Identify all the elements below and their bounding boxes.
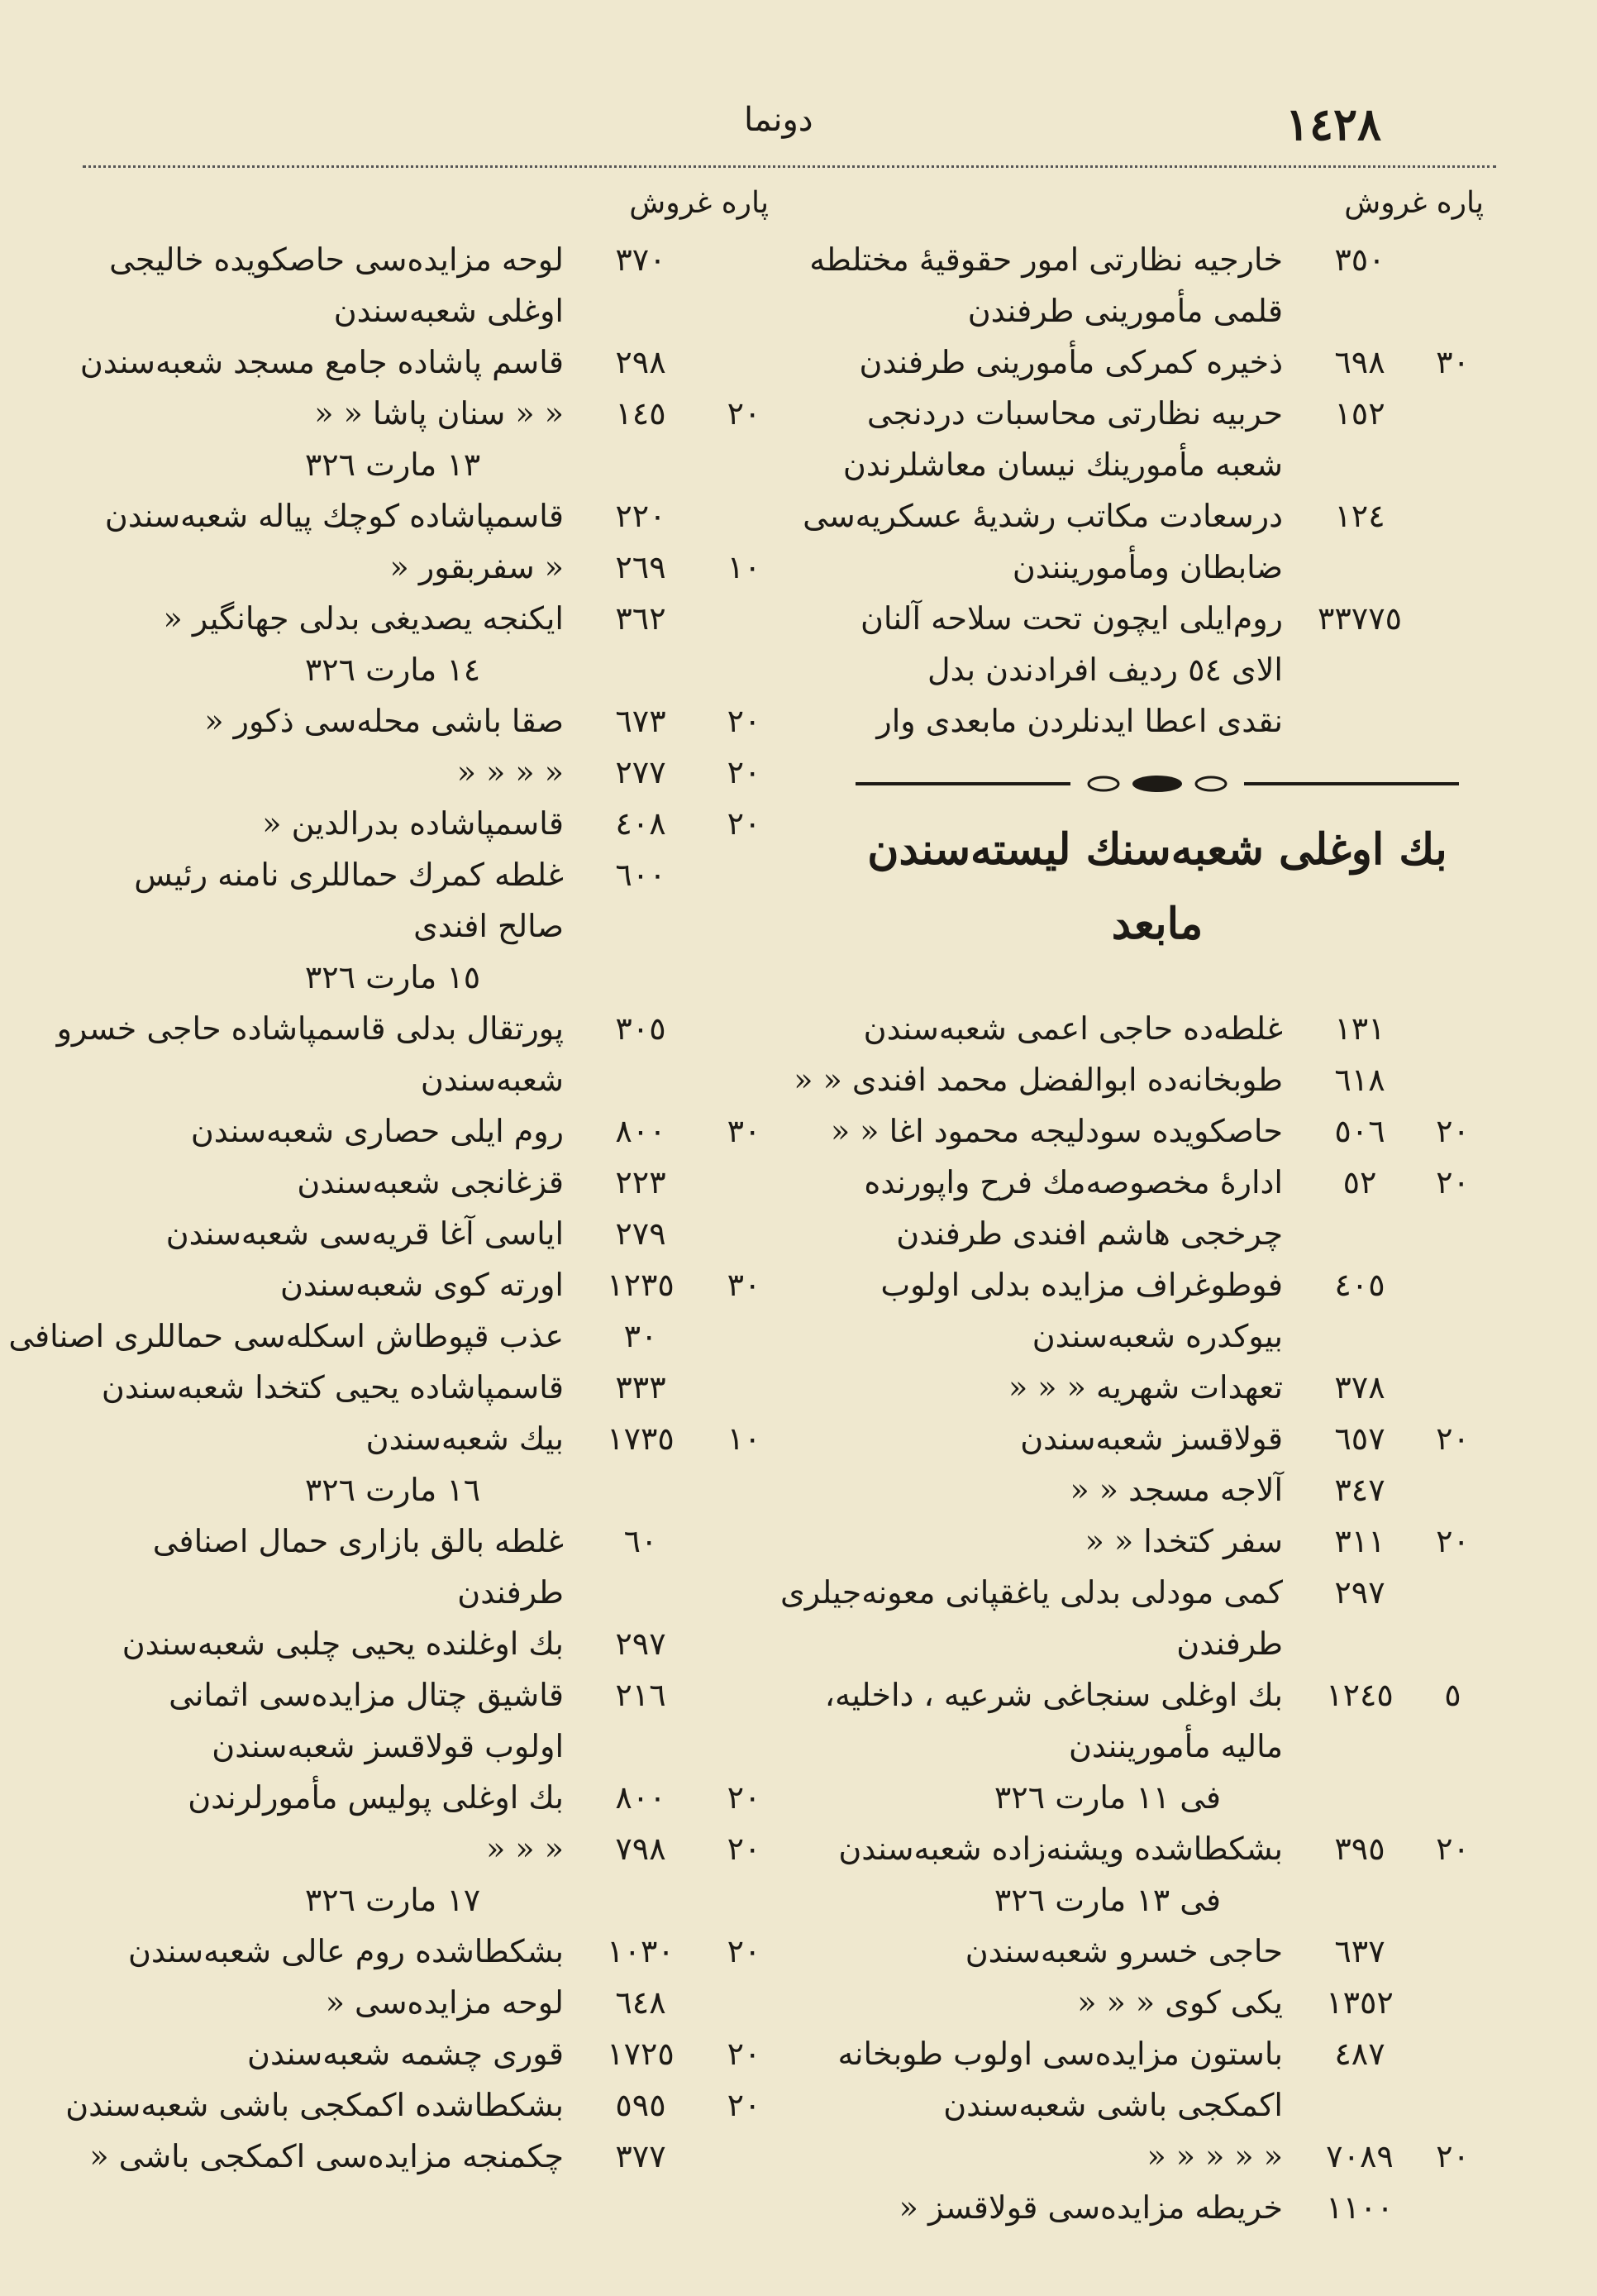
ghurush-amount: ٣٧٨ xyxy=(1334,1369,1385,1406)
entry-description xyxy=(99,2028,579,2079)
ghurush-amount: ١٣٥٢ xyxy=(1326,1984,1394,2021)
description-line: خارجیه نظارتی امور حقوقیهٔ مختلطه xyxy=(809,241,1283,278)
entry-description xyxy=(99,1772,579,1823)
ledger-entry xyxy=(831,1464,1484,1516)
ghurush-amount: ٣٧٧ xyxy=(615,2138,666,2174)
description-line: قوری چشمه شعبه‌سندن xyxy=(247,2036,564,2072)
section-heading: بك اوغلی شعبه‌سنك لیسته‌سندن مابعد xyxy=(867,824,1447,949)
ghurush-amount: ٦٤٨ xyxy=(615,1984,666,2021)
ghurush-amount: ٣٤٧ xyxy=(1334,1472,1385,1508)
description-line: روم‌ایلی ایچون تحت سلاحه آلنان xyxy=(860,600,1283,637)
entry-description xyxy=(794,1054,1298,1105)
para-amount: ٢٠ xyxy=(1436,1523,1470,1559)
para-amount xyxy=(703,337,785,388)
description-line: قلمی مأمورینی طرفندن xyxy=(967,293,1283,329)
ghurush-amount: ١٤٥ xyxy=(615,395,666,432)
description-line: « « « « « xyxy=(1147,2138,1283,2174)
ledger-entry xyxy=(99,2028,785,2079)
description-line: درسعادت مکاتب رشدیهٔ عسکریه‌سی xyxy=(803,498,1283,534)
description-line: باستون مزایده‌سی اولوب طوبخانه xyxy=(837,2036,1283,2072)
description-line: « سفربقور « xyxy=(389,549,564,585)
ghurush-amount: ١٠٣٠ xyxy=(607,1933,675,1969)
entry-description xyxy=(99,1259,579,1310)
left-column xyxy=(8,186,785,2182)
ornament-icon xyxy=(831,763,1484,804)
description-line: لوحه مزایده‌سی حاصکویده خالیجی xyxy=(109,241,564,278)
ledger-entry xyxy=(99,1157,785,1208)
entry-description xyxy=(831,593,1298,747)
entry-description xyxy=(831,2182,1298,2233)
ledger-entry xyxy=(831,2182,1484,2233)
ghurush-amount: ٦٠ xyxy=(623,1523,658,1559)
description-line: « « « « xyxy=(456,754,564,790)
para-amount xyxy=(703,2131,785,2182)
ghurush-amount: ٢٧٧ xyxy=(615,754,666,790)
description-line: حاجی خسرو شعبه‌سندن xyxy=(965,1933,1283,1969)
ledger-entry xyxy=(803,490,1484,593)
page-number: ١٤٢٨ xyxy=(1285,98,1382,150)
date-line: فی ١٣ مارت ٣٢٦ xyxy=(994,1882,1222,1918)
page-header xyxy=(0,98,1597,164)
ghurush-amount: ٢٩٨ xyxy=(615,344,666,380)
ledger-entry xyxy=(99,1977,785,2028)
ghurush-amount: ١٢٤ xyxy=(1334,498,1385,534)
ghurush-amount: ٢٢٣ xyxy=(615,1164,666,1201)
para-amount xyxy=(1422,490,1484,593)
description-line: قاشیق چتال مزایده‌سی اثمانی xyxy=(169,1677,564,1713)
ghurush-amount: ٥٢ xyxy=(1342,1164,1377,1201)
ledger-entry xyxy=(831,1516,1484,1567)
description-line: خریطه مزایده‌سی قولاقسز « xyxy=(899,2189,1283,2226)
entry-description xyxy=(65,2079,579,2131)
para-amount xyxy=(1422,1926,1484,1977)
ghurush-amount: ١١٠٠ xyxy=(1326,2189,1394,2226)
description-line: لوحه مزایده‌سی « xyxy=(325,1984,564,2021)
para-amount xyxy=(703,1669,785,1772)
para-amount: ٢٠ xyxy=(727,1779,761,1816)
ledger-entry xyxy=(99,593,785,644)
para-amount xyxy=(1422,1054,1484,1105)
para-amount: ٣٠ xyxy=(727,1113,761,1149)
ledger-entry xyxy=(99,1105,785,1157)
description-line: الای ٥٤ ردیف افرادندن بدل xyxy=(927,652,1283,688)
entry-description xyxy=(831,388,1298,490)
description-line: غلطه کمرك حماللری نامنه رئیس xyxy=(134,857,564,893)
para-amount xyxy=(703,1157,785,1208)
ghurush-amount: ٣٥٠ xyxy=(1334,241,1385,278)
description-line: غلطه‌ده حاجی اعمی شعبه‌سندن xyxy=(863,1010,1283,1047)
description-line: صقا باشی محله‌سی ذکور « xyxy=(204,703,564,739)
description-line: حاصکویده سودلیجه محمود اغا « « xyxy=(830,1113,1283,1149)
header-rule xyxy=(83,165,1496,168)
entry-description xyxy=(99,234,579,337)
ghurush-amount: ٢٩٧ xyxy=(1334,1574,1385,1611)
description-line: حربیه نظارتی محاسبات دردنجی xyxy=(866,395,1283,432)
para-amount: ٢٠ xyxy=(727,395,761,432)
entry-description xyxy=(8,1310,579,1362)
description-line: بك اوغلی پولیس مأمورلرندن xyxy=(188,1779,564,1816)
date-line: ١٤ مارت ٣٢٦ xyxy=(304,652,481,688)
ledger-entry xyxy=(831,1003,1484,1054)
description-line: بشکطاشده ویشنه‌زاده شعبه‌سندن xyxy=(838,1831,1283,1867)
para-amount xyxy=(703,593,785,644)
para-amount xyxy=(703,849,785,952)
left-entries xyxy=(8,234,785,2182)
entry-description xyxy=(99,1926,579,1977)
ghurush-amount: ٣٣٧٧٥ xyxy=(1317,600,1403,637)
entry-description xyxy=(831,1464,1298,1516)
ghurush-amount: ٢١٦ xyxy=(615,1677,666,1713)
para-amount xyxy=(703,1362,785,1413)
entry-description xyxy=(99,798,579,849)
ledger-entry xyxy=(824,1669,1484,1772)
para-amount xyxy=(1422,1464,1484,1516)
entry-description xyxy=(99,1208,579,1259)
para-amount xyxy=(703,234,785,337)
para-amount: ٢٠ xyxy=(1436,1164,1470,1201)
para-amount: ٥ xyxy=(1444,1677,1461,1713)
entry-description xyxy=(99,695,579,747)
ledger-entry xyxy=(99,1823,785,1874)
description-line: ایکنجه یصدیغی بدلی جهانگیر « xyxy=(163,600,564,637)
entry-description xyxy=(831,1926,1298,1977)
ledger-entry xyxy=(99,1926,785,1977)
ghurush-amount: ٨٠٠ xyxy=(615,1113,666,1149)
description-line: قاسم پاشاده جامع مسجد شعبه‌سندن xyxy=(79,344,564,380)
entry-description xyxy=(831,2028,1298,2131)
description-line: ضابطان ومأمورینندن xyxy=(1012,549,1283,585)
description-line: اکمکجی باشی شعبه‌سندن xyxy=(943,2087,1283,2123)
entry-description xyxy=(831,1516,1298,1567)
ledger-entry xyxy=(831,1926,1484,1977)
ghurush-amount: ٧٩٨ xyxy=(615,1831,666,1867)
description-line: اورته کوی شعبه‌سندن xyxy=(279,1267,564,1303)
description-line: ادارهٔ مخصوصه‌مك فرح واپورنده xyxy=(864,1164,1283,1201)
para-amount xyxy=(1422,2028,1484,2131)
ledger-entry xyxy=(99,1618,785,1669)
ledger-entry xyxy=(794,1054,1484,1105)
entry-description xyxy=(831,337,1298,388)
para-amount: ٣٠ xyxy=(727,1267,761,1303)
ledger-entry xyxy=(99,388,785,439)
ghurush-amount: ١٢٤٥ xyxy=(1326,1677,1394,1713)
ghurush-amount: ٧٠٨٩ xyxy=(1326,2138,1394,2174)
ledger-entry xyxy=(831,1362,1484,1413)
para-amount: ٢٠ xyxy=(727,703,761,739)
description-line: سفر کتخدا « « xyxy=(1085,1523,1283,1559)
ghurush-amount: ٦٩٨ xyxy=(1334,344,1385,380)
entry-description xyxy=(99,849,579,952)
para-amount: ١٠ xyxy=(727,549,761,585)
ledger-entry xyxy=(99,1259,785,1310)
description-line: اوغلی شعبه‌سندن xyxy=(333,293,564,329)
ledger-entry xyxy=(831,1823,1484,1874)
entry-description xyxy=(99,388,579,439)
entry-description xyxy=(831,1977,1298,2028)
description-line: تعهدات شهریه « « « xyxy=(1008,1369,1283,1406)
ghurush-amount: ٤٠٨ xyxy=(615,805,666,842)
ledger-entry xyxy=(89,2131,785,2182)
ledger-entry xyxy=(831,337,1484,388)
ledger-entry xyxy=(99,542,785,593)
ledger-entry xyxy=(99,1516,785,1618)
description-line: قزغانجی شعبه‌سندن xyxy=(297,1164,564,1201)
entry-description xyxy=(99,1618,579,1669)
description-line: « « « xyxy=(486,1831,564,1867)
entry-description xyxy=(780,1567,1298,1669)
entry-description xyxy=(99,1977,579,2028)
entry-description xyxy=(831,1003,1298,1054)
entry-description xyxy=(80,337,579,388)
ghurush-amount: ١٢٣٥ xyxy=(607,1267,675,1303)
ledger-entry xyxy=(99,849,785,952)
description-line: فوطوغراف مزایده بدلی اولوب xyxy=(880,1267,1283,1303)
para-amount: ٢٠ xyxy=(727,805,761,842)
para-amount xyxy=(703,1618,785,1669)
description-line: طرفندن xyxy=(1176,1625,1283,1662)
ledger-entry xyxy=(831,593,1484,747)
description-line: بشکطاشده اکمکجی باشی شعبه‌سندن xyxy=(65,2087,564,2123)
entry-description xyxy=(831,1823,1298,1874)
description-line: یکی کوی « « « xyxy=(1077,1984,1283,2021)
description-line: مالیه مأمورینندن xyxy=(1068,1728,1283,1764)
description-line: اولوب قولاقسز شعبه‌سندن xyxy=(212,1728,564,1764)
description-line: بك اوغلنده یحیی چلبی شعبه‌سندن xyxy=(122,1625,564,1662)
ghurush-amount: ١٥٢ xyxy=(1334,395,1385,432)
ghurush-amount: ٦١٨ xyxy=(1334,1062,1385,1098)
ghurush-amount: ٢٩٧ xyxy=(615,1625,666,1662)
ghurush-amount: ٥٠٦ xyxy=(1334,1113,1385,1149)
ghurush-amount: ٢٧٩ xyxy=(615,1215,666,1252)
description-line: طرفندن xyxy=(457,1574,564,1611)
description-line: غلطه بالق بازاری حمال اصنافی xyxy=(152,1523,564,1559)
ledger-entry xyxy=(79,337,785,388)
description-line: چرخجی هاشم افندی طرفندن xyxy=(896,1215,1283,1252)
date-line: ١٧ مارت ٣٢٦ xyxy=(304,1882,481,1918)
para-amount: ٢٠ xyxy=(1436,2138,1470,2174)
entry-description xyxy=(99,542,579,593)
entry-description xyxy=(831,1413,1298,1464)
ledger-entry xyxy=(65,2079,785,2131)
description-line: آلاجه مسجد « « xyxy=(1070,1472,1283,1508)
entry-description xyxy=(809,234,1298,337)
ledger-entry xyxy=(831,2028,1484,2131)
para-amount: ١٠ xyxy=(727,1420,761,1457)
date-line: ١٦ مارت ٣٢٦ xyxy=(304,1472,481,1508)
ghurush-amount: ٢٦٩ xyxy=(615,549,666,585)
para-amount: ٢٠ xyxy=(1436,1113,1470,1149)
para-amount xyxy=(1422,1362,1484,1413)
para-amount xyxy=(1422,1259,1484,1362)
ledger-entry xyxy=(779,1567,1484,1669)
ghurush-amount: ٢٢٠ xyxy=(615,498,666,534)
ghurush-amount: ٦٣٧ xyxy=(1334,1933,1385,1969)
ledger-entry xyxy=(99,798,785,849)
description-line: قولاقسز شعبه‌سندن xyxy=(1020,1420,1283,1457)
ghurush-amount: ١٧٣٥ xyxy=(607,1420,675,1457)
para-amount: ٢٠ xyxy=(1436,1420,1470,1457)
ledger-entry xyxy=(99,1669,785,1772)
ghurush-amount: ٦٧٣ xyxy=(615,703,666,739)
column-header-label: پاره غروش xyxy=(629,186,769,220)
description-line: بك اوغلی سنجاغی شرعیه ، داخلیه، xyxy=(824,1677,1283,1713)
ghurush-amount: ٦٥٧ xyxy=(1334,1420,1385,1457)
para-amount xyxy=(1422,2182,1484,2233)
entry-description xyxy=(99,1823,579,1874)
description-line: بیوکدره شعبه‌سندن xyxy=(1032,1318,1283,1354)
para-amount xyxy=(703,1208,785,1259)
ledger-entry xyxy=(99,1362,785,1413)
right-column xyxy=(779,186,1484,2233)
ledger-entry xyxy=(831,1977,1484,2028)
entry-description xyxy=(99,1413,579,1464)
entry-description xyxy=(99,1105,579,1157)
description-line: شعبه‌سندن xyxy=(420,1062,564,1098)
right-entries-bottom xyxy=(779,1003,1484,2233)
description-line: عذب قپوطاش اسکله‌سی حماللری اصنافی xyxy=(8,1318,564,1354)
ledger-entry xyxy=(99,1208,785,1259)
entry-description xyxy=(831,1362,1298,1413)
para-amount xyxy=(703,1003,785,1105)
entry-description xyxy=(831,2131,1298,2182)
date-line: ١٥ مارت ٣٢٦ xyxy=(304,959,481,995)
entry-description xyxy=(825,1669,1298,1772)
ledger-entry xyxy=(99,747,785,798)
entry-description xyxy=(831,1105,1298,1157)
right-entries-top xyxy=(803,234,1484,747)
description-line: چکمنجه مزایده‌سی اکمکجی باشی « xyxy=(89,2138,564,2174)
ghurush-amount: ٤٠٥ xyxy=(1334,1267,1385,1303)
running-title: دونما xyxy=(744,101,813,139)
description-line: کمی مودلی بدلی یاغقپانی معونه‌جیلری xyxy=(779,1574,1283,1611)
para-amount xyxy=(1422,1567,1484,1669)
para-amount xyxy=(1422,1977,1484,2028)
ledger-entry xyxy=(831,2131,1484,2182)
entry-description xyxy=(99,593,579,644)
description-line: ایاسی آغا قریه‌سی شعبه‌سندن xyxy=(165,1215,564,1252)
ghurush-amount: ٣٠٥ xyxy=(615,1010,666,1047)
ghurush-amount: ٣٠ xyxy=(623,1318,658,1354)
description-line: بشکطاشده روم عالی شعبه‌سندن xyxy=(127,1933,564,1969)
ledger-entry xyxy=(809,234,1484,337)
entry-description xyxy=(99,1669,579,1772)
ghurush-amount: ٣٣٣ xyxy=(615,1369,666,1406)
description-line: « « سنان پاشا « « xyxy=(314,395,564,432)
description-line: روم ایلی حصاری شعبه‌سندن xyxy=(190,1113,564,1149)
description-line: شعبه مأمورینك نیسان معاشلرندن xyxy=(842,446,1283,483)
para-amount: ٣٠ xyxy=(1436,344,1470,380)
para-amount xyxy=(1422,388,1484,490)
ledger-entry xyxy=(8,1310,785,1362)
right-column-header xyxy=(831,186,1484,234)
para-amount xyxy=(703,490,785,542)
para-amount xyxy=(703,1310,785,1362)
description-line: پورتقال بدلی قاسمپاشاده حاجی خسرو xyxy=(56,1010,564,1047)
ghurush-amount: ٣٦٢ xyxy=(615,600,666,637)
description-line: نقدی اعطا ایدنلردن مابعدی وار xyxy=(876,703,1283,739)
date-line: فی ١١ مارت ٣٢٦ xyxy=(994,1779,1222,1816)
ledger-entry xyxy=(99,1413,785,1464)
para-amount: ٢٠ xyxy=(727,2036,761,2072)
description-line: طوبخانه‌ده ابوالفضل محمد افندی « « xyxy=(794,1062,1283,1098)
ledger-entry xyxy=(99,695,785,747)
ghurush-amount: ٣١١ xyxy=(1334,1523,1385,1559)
date-line: ١٣ مارت ٣٢٦ xyxy=(304,446,481,483)
entry-description xyxy=(99,1516,579,1618)
para-amount: ٢٠ xyxy=(727,2087,761,2123)
ledger-entry xyxy=(56,1003,785,1105)
ghurush-amount: ٣٧٠ xyxy=(615,241,666,278)
column-header-label: پاره غروش xyxy=(1344,186,1484,220)
ghurush-amount: ٦٠٠ xyxy=(615,857,666,893)
entry-description xyxy=(89,2131,579,2182)
description-line: قاسمپاشاده کوچك پیاله شعبه‌سندن xyxy=(104,498,564,534)
description-line: قاسمپاشاده بدرالدین « xyxy=(262,805,564,842)
ghurush-amount: ١٣١ xyxy=(1334,1010,1385,1047)
entry-description xyxy=(831,1259,1298,1362)
ghurush-amount: ١٧٢٥ xyxy=(607,2036,675,2072)
ghurush-amount: ٣٩٥ xyxy=(1334,1831,1385,1867)
entry-description xyxy=(99,1362,579,1413)
entry-description xyxy=(99,490,579,542)
para-amount xyxy=(1422,234,1484,337)
ledger-entry xyxy=(99,490,785,542)
ghurush-amount: ٤٨٧ xyxy=(1334,2036,1385,2072)
para-amount xyxy=(1422,593,1484,747)
description-line: قاسمپاشاده یحیی کتخدا شعبه‌سندن xyxy=(101,1369,564,1406)
entry-description xyxy=(57,1003,579,1105)
entry-description xyxy=(831,1157,1298,1259)
description-line: ذخیره کمرکی مأمورینی طرفندن xyxy=(859,344,1283,380)
ledger-entry xyxy=(831,1105,1484,1157)
para-amount: ٢٠ xyxy=(727,754,761,790)
ghurush-amount: ٥٩٥ xyxy=(615,2087,666,2123)
para-amount: ٢٠ xyxy=(1436,1831,1470,1867)
description-line: صالح افندی xyxy=(413,908,564,944)
ledger-entry xyxy=(99,234,785,337)
para-amount xyxy=(703,1977,785,2028)
para-amount: ٢٠ xyxy=(727,1933,761,1969)
left-column-header xyxy=(99,186,785,234)
entry-description xyxy=(803,490,1298,593)
para-amount: ٢٠ xyxy=(727,1831,761,1867)
ledger-entry xyxy=(831,1413,1484,1464)
ghurush-amount: ٨٠٠ xyxy=(615,1779,666,1816)
ledger-entry xyxy=(831,1157,1484,1259)
ledger-entry xyxy=(99,1772,785,1823)
ornamental-divider xyxy=(831,763,1484,804)
entry-description xyxy=(99,1157,579,1208)
ledger-entry xyxy=(831,1259,1484,1362)
description-line: بیك شعبه‌سندن xyxy=(365,1420,564,1457)
entry-description xyxy=(99,747,579,798)
para-amount xyxy=(1422,1003,1484,1054)
para-amount xyxy=(703,1516,785,1618)
ledger-entry xyxy=(831,388,1484,490)
